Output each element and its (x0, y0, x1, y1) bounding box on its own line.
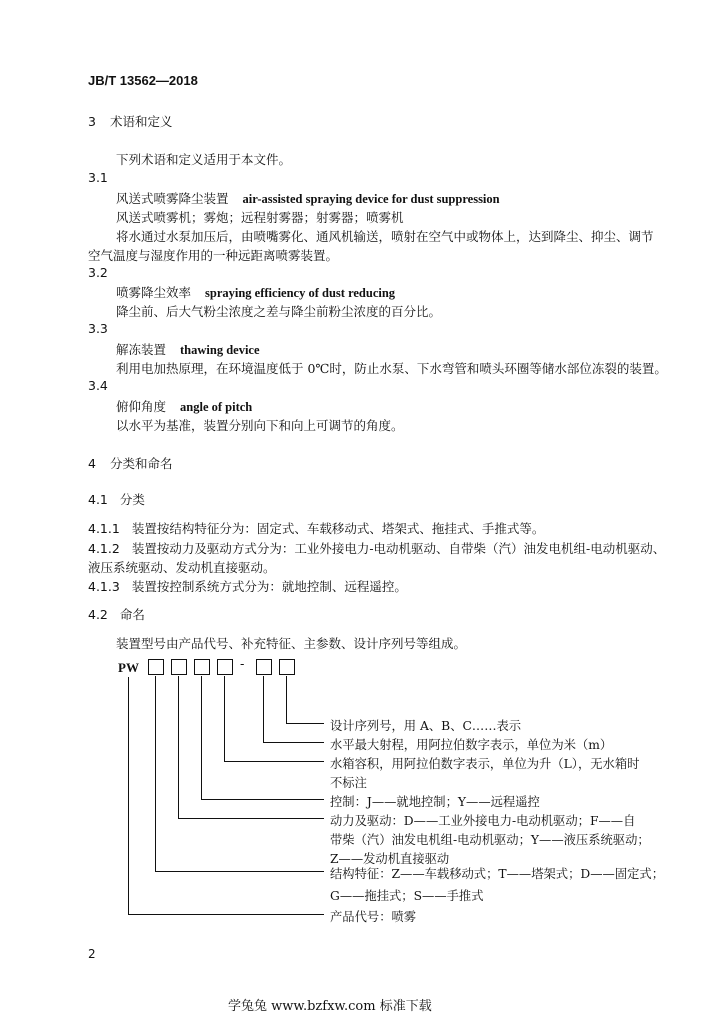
code-box-tank-volume (217, 659, 233, 675)
leader-line-series (286, 723, 324, 724)
legend-series: 设计序列号，用 A、B、C……表示 (330, 719, 522, 733)
standard-number: JB/T 13562—2018 (88, 73, 198, 88)
code-box-power-drive (171, 659, 187, 675)
term-number: 3.4 (88, 378, 108, 393)
legend-tank-volume-cont: 不标注 (330, 776, 367, 790)
term-3-3-name (116, 340, 260, 358)
section-number: 4.2 (88, 607, 108, 622)
legend-power-drive-cont: Z——发动机直接驱动 (330, 852, 450, 866)
section-4-1-heading (88, 490, 145, 508)
section-title: 分类 (119, 492, 145, 507)
leader-line-range (263, 676, 264, 743)
term-number: 3.1 (88, 170, 108, 185)
leader-line-power-drive (178, 676, 179, 819)
term-3-2-definition: 降尘前、后大气粉尘浓度之差与降尘前粉尘浓度的百分比。 (116, 304, 442, 319)
section-3-intro: 下列术语和定义适用于本文件。 (116, 152, 292, 167)
clause-4-1-2 (88, 539, 665, 557)
clause-number: 4.1.1 (88, 521, 120, 536)
legend-tank-volume: 水箱容积，用阿拉伯数字表示，单位为升（L），无水箱时 (330, 757, 640, 771)
page-number: 2 (88, 947, 96, 961)
clause-number: 4.1.3 (88, 579, 120, 594)
leader-line-range (263, 742, 324, 743)
leader-line-power-drive (178, 818, 324, 819)
term-zh: 风送式喷雾降尘装置 (116, 191, 229, 206)
term-zh: 喷雾降尘效率 (116, 285, 192, 300)
term-3-2-name (116, 283, 395, 301)
leader-line-tank-volume (224, 676, 225, 762)
clause-4-1-1 (88, 519, 544, 537)
leader-line-series (286, 676, 287, 724)
code-box-structure (148, 659, 164, 675)
term-en: spraying efficiency of dust reducing (205, 286, 396, 300)
section-title: 术语和定义 (109, 114, 173, 129)
leader-line-product-code (128, 914, 324, 915)
legend-power-drive: 动力及驱动：D——工业外接电力-电动机驱动；F——自 (330, 814, 636, 828)
section-number: 4.1 (88, 492, 108, 507)
section-number: 3 (88, 114, 96, 129)
leader-line-control (201, 799, 324, 800)
legend-power-drive-cont: 带柴（汽）油发电机组-电动机驱动；Y——液压系统驱动； (330, 833, 650, 847)
clause-text: 装置按控制系统方式分为：就地控制、远程遥控。 (131, 579, 407, 594)
clause-4-1-2-continued: 液压系统驱动、发动机直接驱动。 (88, 560, 276, 575)
legend-product-code: 产品代号：喷雾 (330, 910, 417, 924)
leader-line-structure (155, 871, 324, 872)
section-title: 分类和命名 (109, 456, 173, 471)
term-en: thawing device (180, 343, 260, 357)
code-box-control (194, 659, 210, 675)
section-4-2-heading (88, 605, 145, 623)
leader-line-structure (155, 676, 156, 872)
clause-number: 4.1.2 (88, 541, 120, 556)
code-box-series (279, 659, 295, 675)
term-3-1-alternatives: 风送式喷雾机；雾炮；远程射雾器；射雾器；喷雾机 (116, 210, 404, 225)
clause-4-1-3 (88, 577, 407, 595)
term-number: 3.2 (88, 265, 108, 280)
section-title: 命名 (119, 607, 145, 622)
legend-structure: 结构特征：Z——车载移动式；T——塔架式；D——固定式； (330, 867, 665, 881)
leader-line-tank-volume (224, 761, 324, 762)
code-box-range (256, 659, 272, 675)
term-number: 3.3 (88, 321, 108, 336)
term-en: air-assisted spraying device for dust suppression (242, 192, 500, 206)
term-3-1-definition-line1: 将水通过水泵加压后，由喷嘴雾化、通风机输送，喷射在空气中或物体上，达到降尘、抑尘、调节 (116, 229, 654, 244)
model-prefix: PW (118, 660, 139, 675)
clause-text: 装置按结构特征分为：固定式、车载移动式、塔架式、拖挂式、手推式等。 (131, 521, 545, 536)
section-3-heading (88, 112, 172, 130)
clause-text: 装置按动力及驱动方式分为：工业外接电力-电动机驱动、自带柴（汽）油发电机组-电动机驱动、 (131, 541, 666, 556)
watermark: 学兔兔 www.bzfxw.com 标准下载 (228, 999, 432, 1014)
term-zh: 俯仰角度 (116, 399, 167, 414)
legend-structure-cont: G——拖挂式；S——手推式 (330, 889, 484, 903)
term-3-4-name (116, 397, 252, 415)
section-4-heading (88, 454, 172, 472)
leader-line-control (201, 676, 202, 800)
model-dash: - (240, 657, 245, 672)
legend-range: 水平最大射程，用阿拉伯数字表示，单位为米（m） (330, 738, 613, 752)
term-zh: 解冻装置 (116, 342, 167, 357)
term-3-3-definition: 利用电加热原理，在环境温度低于 0℃时，防止水泵、下水弯管和喷头环圈等储水部位冻裂的装置。 (116, 361, 667, 376)
leader-line-product-code (128, 677, 129, 915)
term-3-1-definition-line2: 空气温度与湿度作用的一种远距离喷雾装置。 (88, 248, 339, 263)
naming-intro: 装置型号由产品代号、补充特征、主参数、设计序列号等组成。 (116, 636, 467, 651)
term-3-1-name (116, 189, 500, 207)
section-number: 4 (88, 456, 96, 471)
legend-control: 控制：J——就地控制；Y——远程遥控 (330, 795, 540, 809)
term-3-4-definition: 以水平为基准，装置分别向下和向上可调节的角度。 (116, 418, 404, 433)
term-en: angle of pitch (180, 400, 253, 414)
